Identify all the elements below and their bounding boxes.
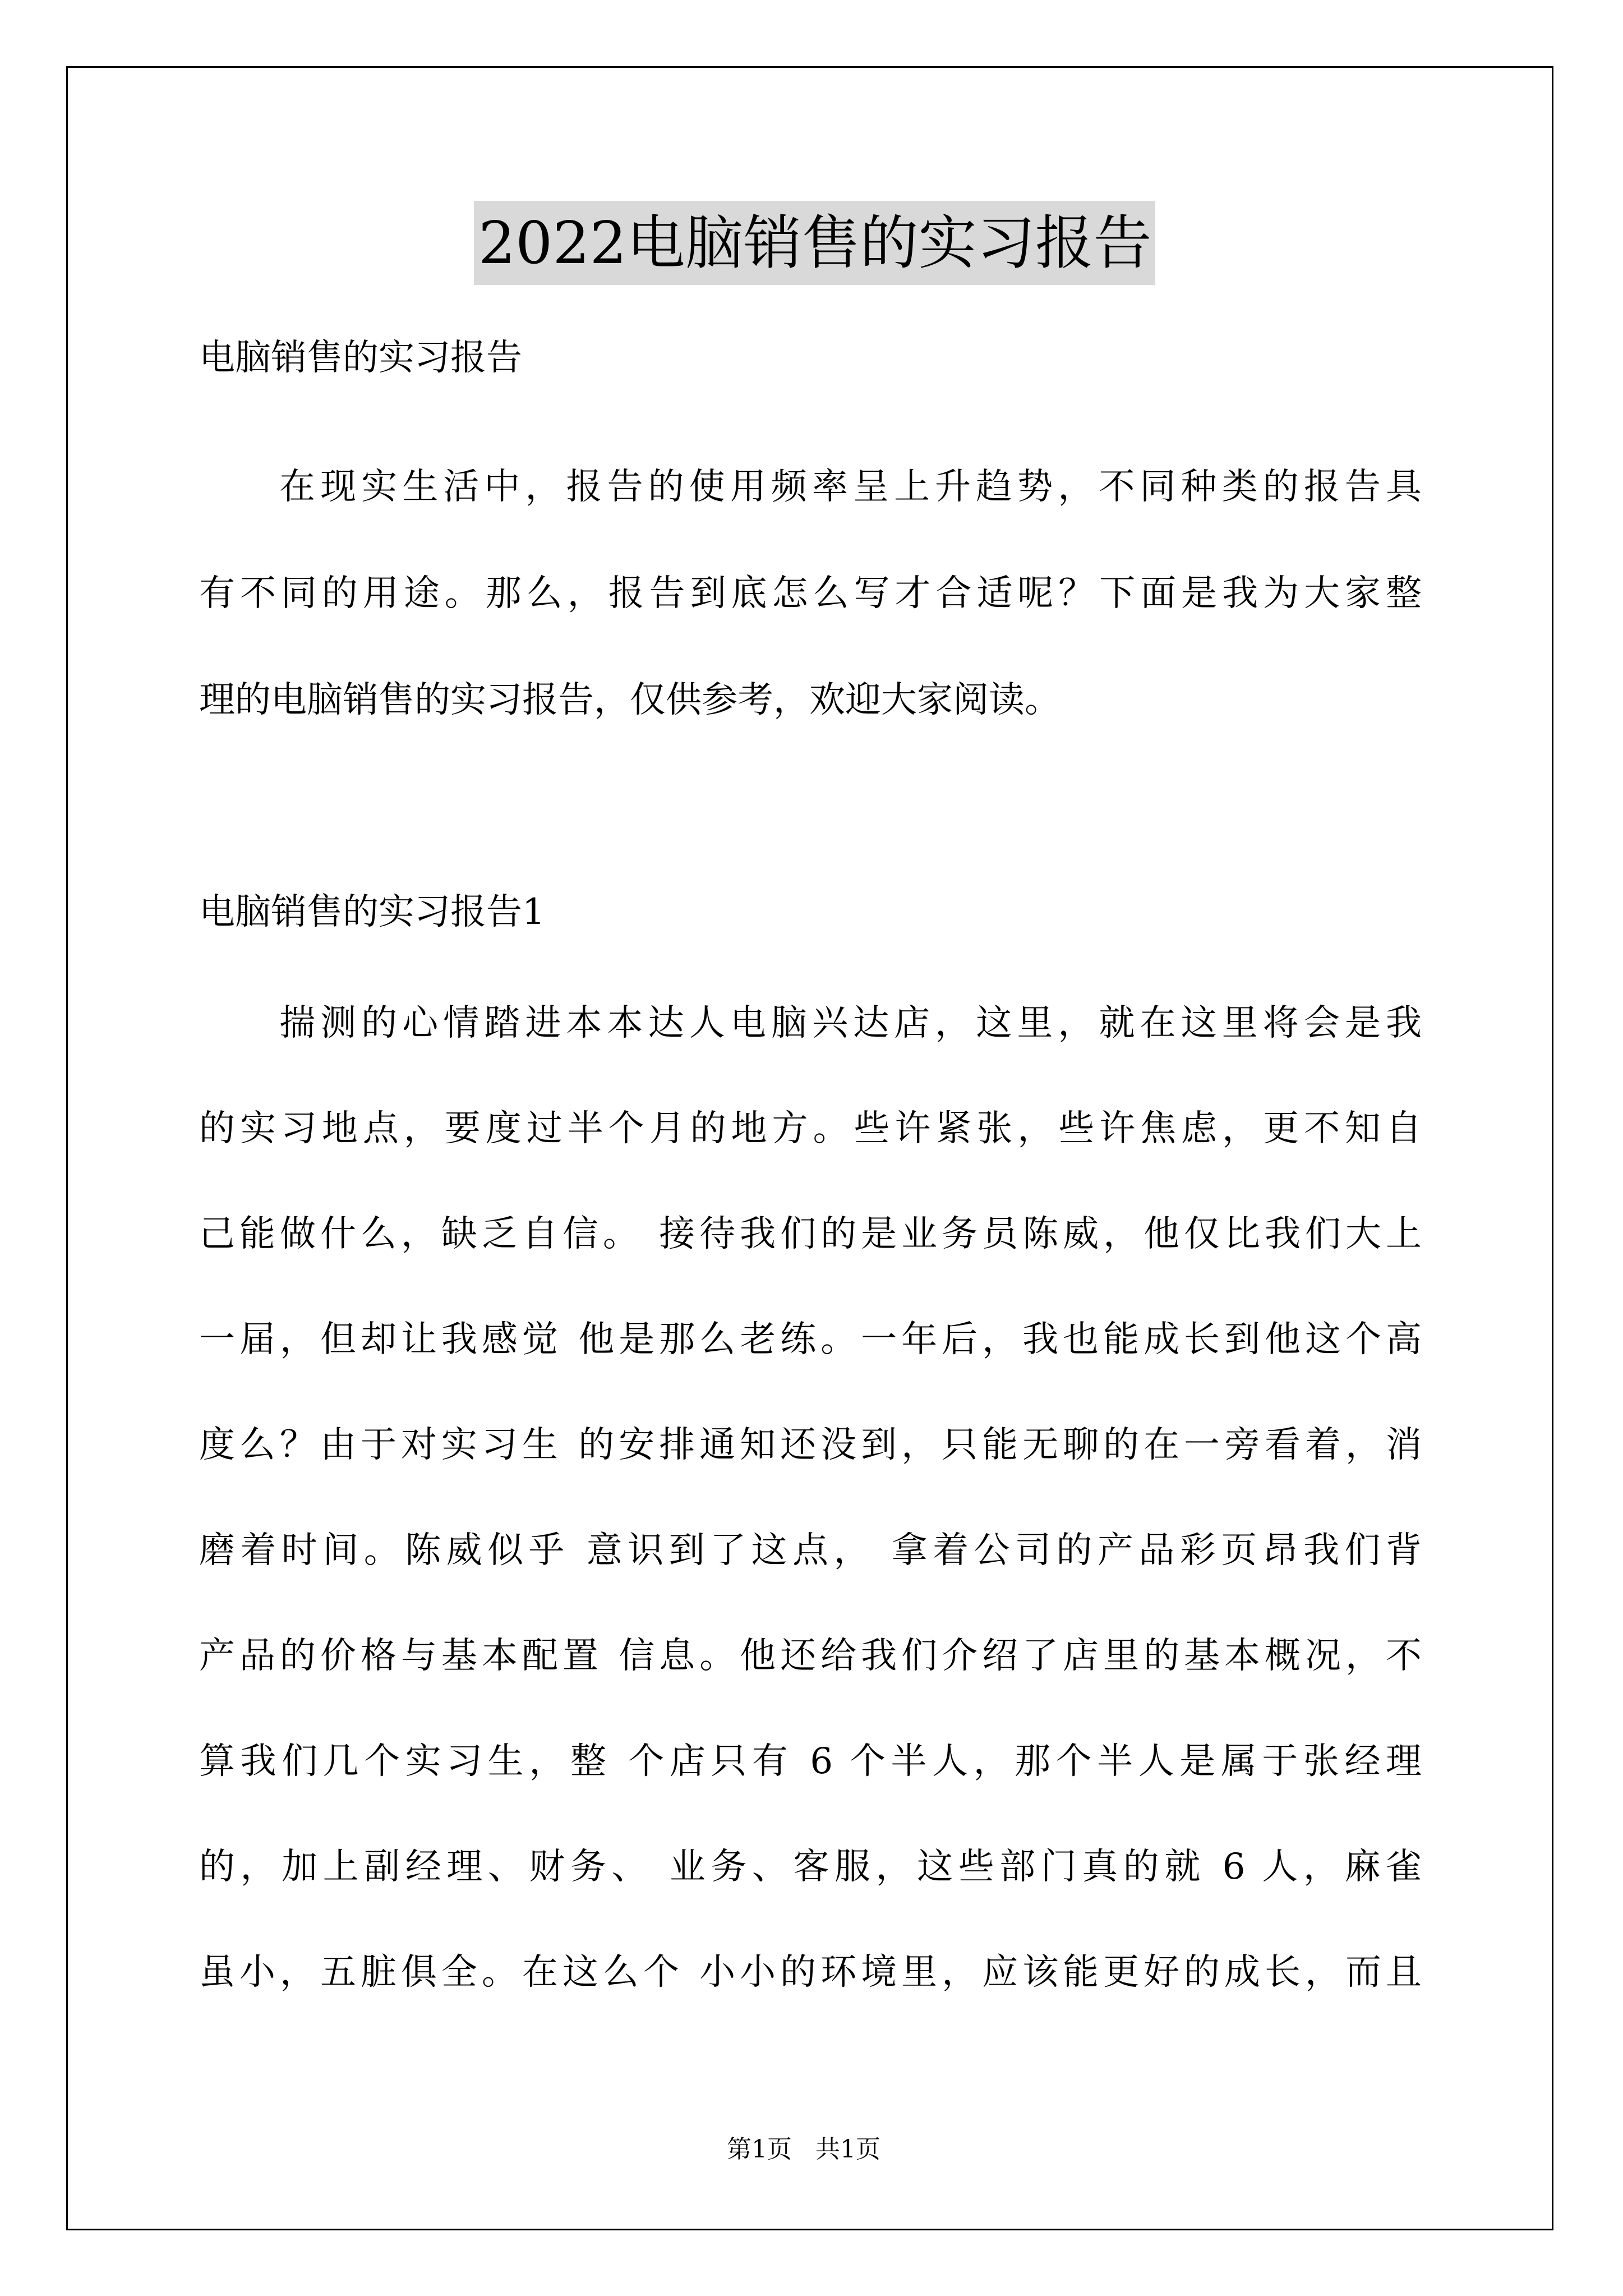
body-line: 己能做什么，缺乏自信。 接待我们的是业务员陈威，他仅比我们大上 [199,1213,1422,1255]
body-line: 一届，但却让我感觉 他是那么老练。一年后，我也能成长到他这个高 [199,1319,1422,1360]
section-heading: 电脑销售的实习报告1 [199,891,545,933]
intro-line: 有不同的用途。那么，报告到底怎么写才合适呢？下面是我为大家整 [199,573,1422,614]
body-line: 揣测的心情踏进本本达人电脑兴达店，这里，就在这里将会是我 [279,1002,1422,1044]
document-title: 2022电脑销售的实习报告 [474,201,1155,285]
body-line: 度么？由于对实习生 的安排通知还没到，只能无聊的在一旁看着，消 [199,1424,1422,1466]
page-footer: 第1页 共1页 [727,2135,880,2164]
subtitle: 电脑销售的实习报告 [199,337,522,379]
body-line: 算我们几个实习生，整 个店只有 6 个半人，那个半人是属于张经理 [199,1741,1422,1782]
body-line: 的实习地点，要度过半个月的地方。些许紧张，些许焦虑，更不知自 [199,1108,1422,1149]
intro-line: 理的电脑销售的实习报告，仅供参考，欢迎大家阅读。 [199,679,1061,721]
body-line: 的，加上副经理、财务、 业务、客服，这些部门真的就 6 人，麻雀 [199,1846,1422,1888]
body-line: 虽小，五脏俱全。在这么个 小小的环境里，应该能更好的成长，而且 [199,1952,1422,1993]
body-line: 磨着时间。陈威似乎 意识到了这点， 拿着公司的产品彩页昂我们背 [199,1530,1422,1571]
body-line: 产品的价格与基本配置 信息。他还给我们介绍了店里的基本概况，不 [199,1635,1422,1677]
intro-line: 在现实生活中，报告的使用频率呈上升趋势，不同种类的报告具 [279,466,1422,508]
